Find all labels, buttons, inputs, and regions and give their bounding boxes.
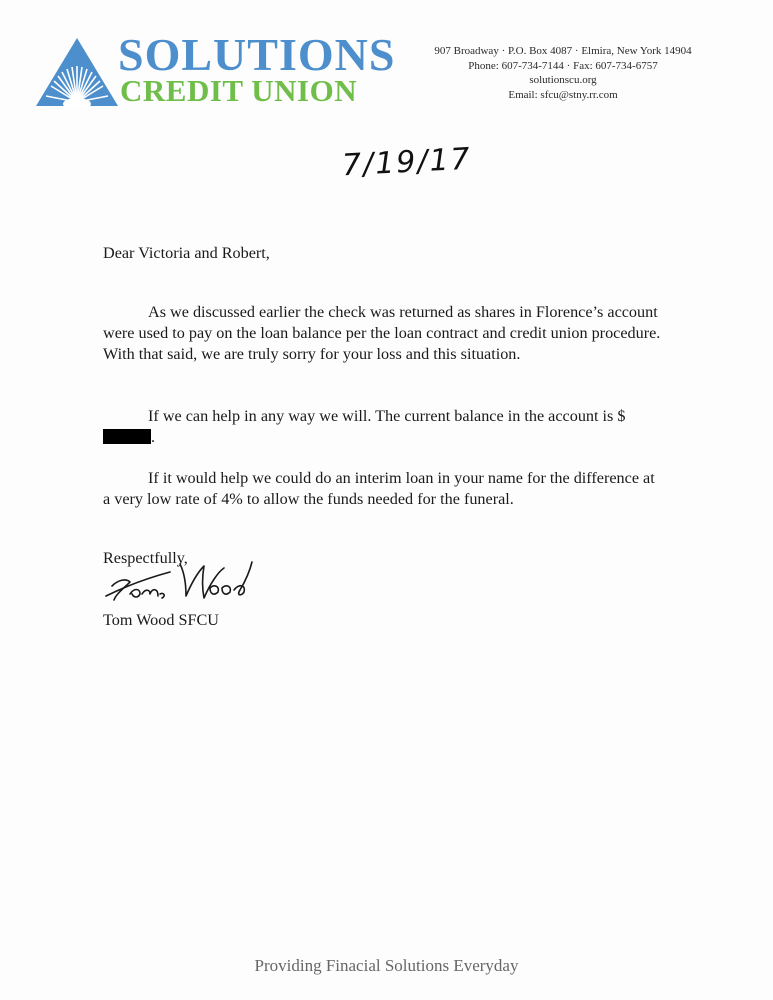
logo-text-solutions: SOLUTIONS: [118, 29, 396, 80]
handwritten-signature: [100, 558, 260, 606]
paragraph-2: [103, 406, 663, 448]
website-line: solutionscu.org: [529, 74, 597, 86]
sunburst-triangle-icon: [34, 36, 120, 108]
paragraph-3-text: If it would help we could do an interim loan in your name for the difference at a very low rate of 4% to allow the funds needed for the funeral.: [103, 469, 655, 508]
closing: Respectfully,: [103, 549, 188, 567]
paragraph-1-text: As we discussed earlier the check was returned as shares in Florence’s account were used to pay on the loan balance per the loan contract and credit union procedure. With that said, we are truly sorry for your loss and this situation.: [103, 303, 661, 363]
paragraph-2-end: .: [151, 428, 156, 446]
paragraph-3: [103, 468, 663, 510]
logo-text-credit-union: CREDIT UNION: [120, 73, 358, 108]
salutation: Dear Victoria and Robert,: [103, 244, 270, 262]
footer-tagline: Providing Finacial Solutions Everyday: [254, 956, 519, 975]
address-line: 907 Broadway · P.O. Box 4087 · Elmira, New York 14904: [434, 45, 692, 57]
paragraph-2-text: If we can help in any way we will. The current balance in the account is $: [148, 407, 626, 425]
phone-fax-line: Phone: 607-734-7144 · Fax: 607-734-6757: [468, 59, 658, 72]
email-line: Email: sfcu@stny.rr.com: [508, 88, 618, 101]
handwritten-date: 7/19/17: [341, 141, 473, 184]
paragraph-1: [103, 302, 663, 365]
credit-union-logo: [34, 29, 396, 112]
signer-name: Tom Wood SFCU: [103, 611, 219, 629]
redacted-balance: [103, 429, 151, 444]
contact-info: [408, 44, 718, 102]
